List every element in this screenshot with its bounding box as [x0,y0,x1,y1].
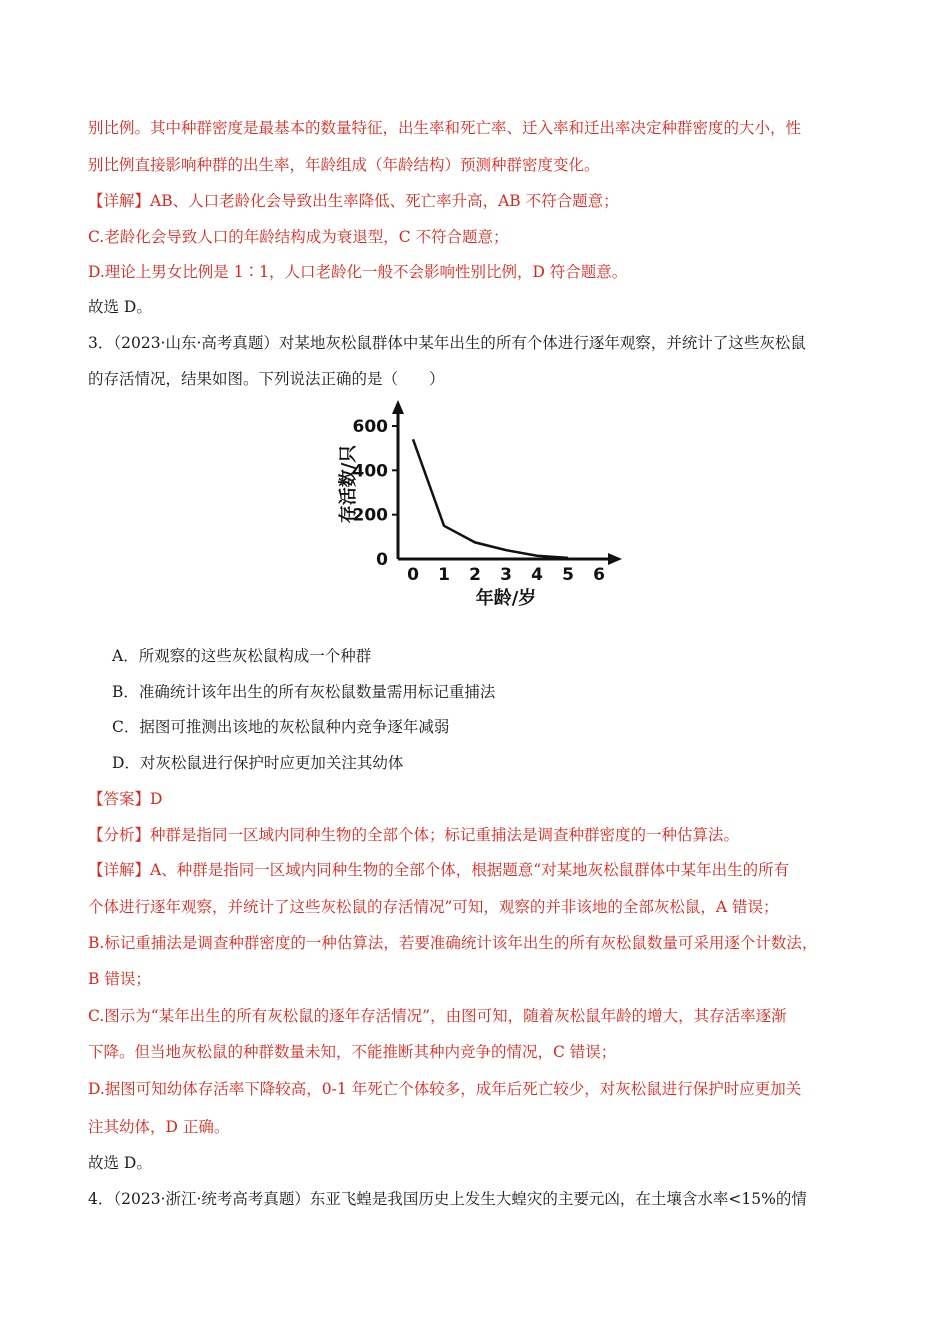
detail-line: B 错误； [88,970,151,988]
question-4: 4．（2023·浙江·统考高考真题）东亚飞蝗是我国历史上发生大蝗灾的主要元凶，在土壤含水率<15%的情 [88,1190,807,1208]
x-tick-label: 4 [531,565,543,585]
option-c: C．据图可推测出该地的灰松鼠种内竞争逐年减弱 [112,718,450,736]
detail-line: C.图示为“某年出生的所有灰松鼠的逐年存活情况”，由图可知，随着灰松鼠年龄的增大，其存活率逐渐 [88,1007,787,1025]
x-axis-arrow [608,553,622,565]
y-tick-label: 0 [376,550,388,570]
x-tick-label: 1 [438,565,450,585]
x-tick-label: 2 [469,565,481,585]
y-axis-arrow [392,400,404,414]
detail-line: B.标记重捕法是调查种群密度的一种估算法，若要准确统计该年出生的所有灰松鼠数量可采用逐个计数法， [88,934,818,952]
text-line: 别比例直接影响种群的出生率，年龄组成（年龄结构）预测种群密度变化。 [88,156,600,174]
x-tick-label: 5 [562,565,574,585]
question-3: 的存活情况，结果如图。下列说法正确的是（ ） [88,370,445,388]
detail-line: 下降。但当地灰松鼠的种群数量未知，不能推断其种内竞争的情况，C 错误； [88,1043,617,1061]
question-3: 3．（2023·山东·高考真题）对某地灰松鼠群体中某年出生的所有个体进行逐年观察，并统计了这些灰松鼠 [88,334,806,352]
text-line: 【详解】AB、人口老龄化会导致出生率降低、死亡率升高，AB 不符合题意； [88,192,619,210]
survival-curve [413,439,568,558]
conclusion: 故选 D。 [88,1154,152,1172]
option-a: A．所观察的这些灰松鼠构成一个种群 [112,647,372,665]
x-axis-label: 年龄/岁 [475,588,537,609]
text-line: C.老龄化会导致人口的年龄结构成为衰退型，C 不符合题意； [88,228,509,246]
detail-line: D.据图可知幼体存活率下降较高，0-1 年死亡个体较多，成年后死亡较少，对灰松鼠进行保护时应更加关 [88,1080,802,1098]
text-line: 别比例。其中种群密度是最基本的数量特征，出生率和死亡率、迁入率和迁出率决定种群密度的大小，性 [88,119,802,137]
option-d: D．对灰松鼠进行保护时应更加关注其幼体 [112,754,404,772]
analysis: 【分析】种群是指同一区域内同种生物的全部个体；标记重捕法是调查种群密度的一种估算法。 [88,826,740,844]
y-axis-label: 存活数/只 [338,444,359,524]
y-tick-label: 600 [352,417,388,437]
x-tick-label: 6 [593,565,605,585]
text-line: D.理论上男女比例是 1∶1，人口老龄化一般不会影响性别比例，D 符合题意。 [88,263,628,281]
detail-line: 注其幼体，D 正确。 [88,1118,230,1136]
x-tick-label: 0 [407,565,419,585]
detail-line: 【详解】A、种群是指同一区域内同种生物的全部个体，根据题意“对某地灰松鼠群体中某年出生的所有 [88,861,790,879]
y-tick-label: 200 [352,505,388,526]
text-line: 故选 D。 [88,298,152,316]
y-tick-label: 400 [352,461,388,482]
answer: 【答案】D [88,790,163,808]
x-tick-label: 3 [500,565,512,585]
detail-line: 个体进行逐年观察，并统计了这些灰松鼠的存活情况”可知，观察的并非该地的全部灰松鼠，A 错误； [88,898,779,916]
survival-chart [318,396,634,614]
option-b: B．准确统计该年出生的所有灰松鼠数量需用标记重捕法 [112,683,496,701]
survival-chart-svg [318,396,634,614]
